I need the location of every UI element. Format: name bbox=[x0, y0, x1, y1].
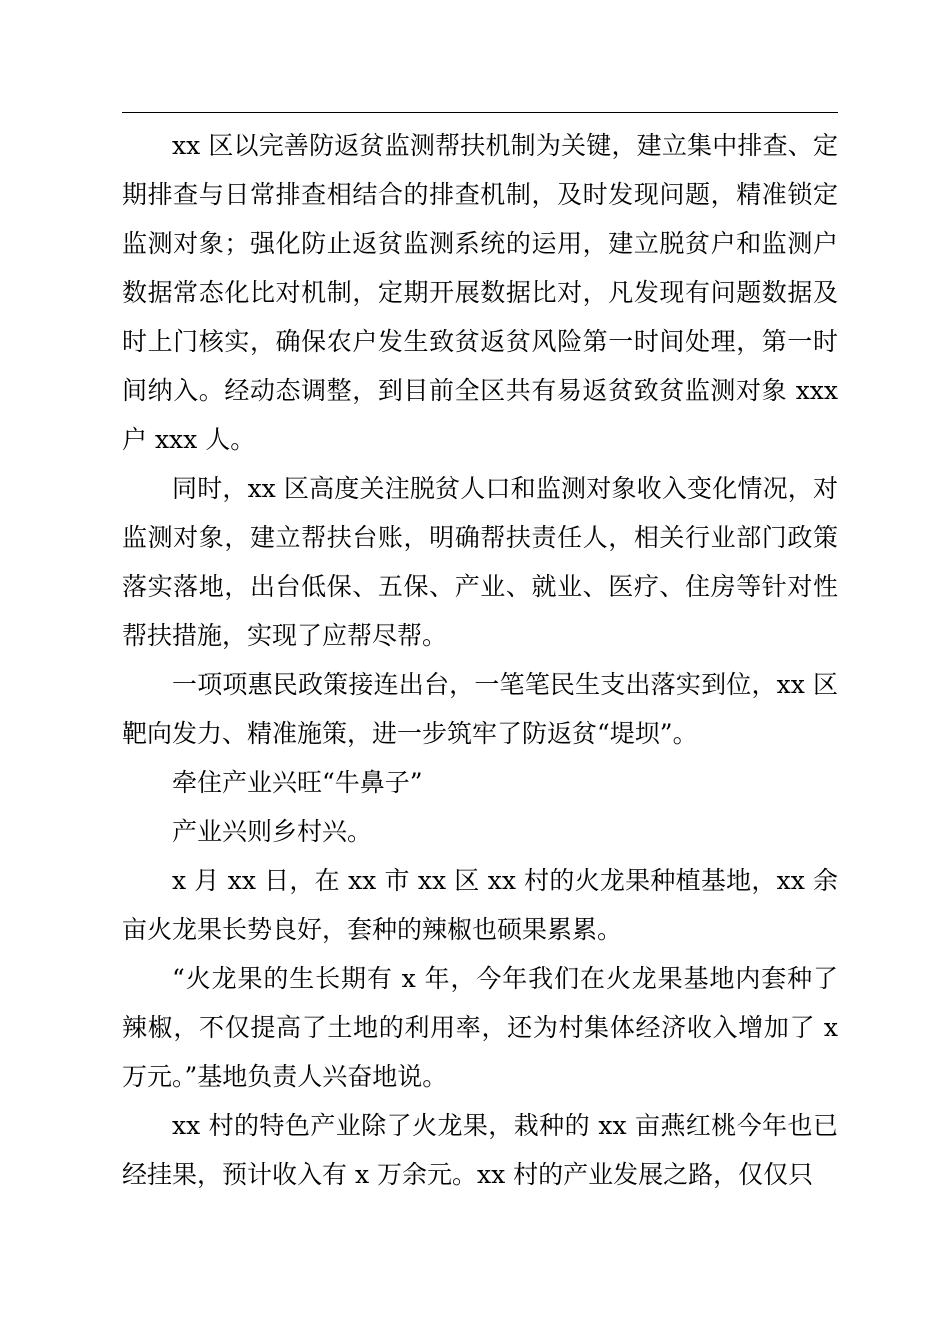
paragraph-policy-summary: 一项项惠民政策接连出台，一笔笔民生支出落实到位，xx 区靶向发力、精准施策，进一步筑牢了防返贫“堤坝”。 bbox=[122, 670, 838, 748]
document-body bbox=[122, 121, 838, 1199]
paragraph-income-tracking: 同时，xx 区高度关注脱贫人口和监测对象收入变化情况，对监测对象，建立帮扶台账，明确帮扶责任人，相关行业部门政策落实落地，出台低保、五保、产业、就业、医疗、住房等针对性帮扶措施，实现了应帮尽帮。 bbox=[122, 474, 838, 650]
paragraph-quote: “火龙果的生长期有 x 年，今年我们在火龙果基地内套种了辣椒，不仅提高了土地的利用率，还为村集体经济收入增加了 x 万元。”基地负责人兴奋地说。 bbox=[122, 964, 838, 1091]
paragraph-peach-crop: xx 村的特色产业除了火龙果，栽种的 xx 亩燕红桃今年也已经挂果，预计收入有 x 万余元。xx 村的产业发展之路，仅仅只 bbox=[122, 1111, 838, 1189]
paragraph-dragon-fruit-base: x 月 xx 日，在 xx 市 xx 区 xx 村的火龙果种植基地，xx 余亩火龙果长势良好，套种的辣椒也硕果累累。 bbox=[122, 866, 838, 944]
header-rule bbox=[122, 112, 838, 113]
paragraph-industry-lead: 产业兴则乡村兴。 bbox=[172, 817, 373, 846]
paragraph-monitoring-mechanism: xx 区以完善防返贫监测帮扶机制为关键，建立集中排查、定期排查与日常排查相结合的排查机制，及时发现问题，精准锁定监测对象；强化防止返贫监测系统的运用，建立脱贫户和监测户数据常态化比对机制，定期开展数据比对，凡发现有问题数据及时上门核实，确保农户发生致贫返贫风险第一时间处理，第一时间纳入。经动态调整，到目前全区共有易返贫致贫监测对象 xxx 户 xxx 人。 bbox=[122, 131, 838, 454]
section-heading-industry: 牵住产业兴旺“牛鼻子” bbox=[172, 768, 423, 797]
